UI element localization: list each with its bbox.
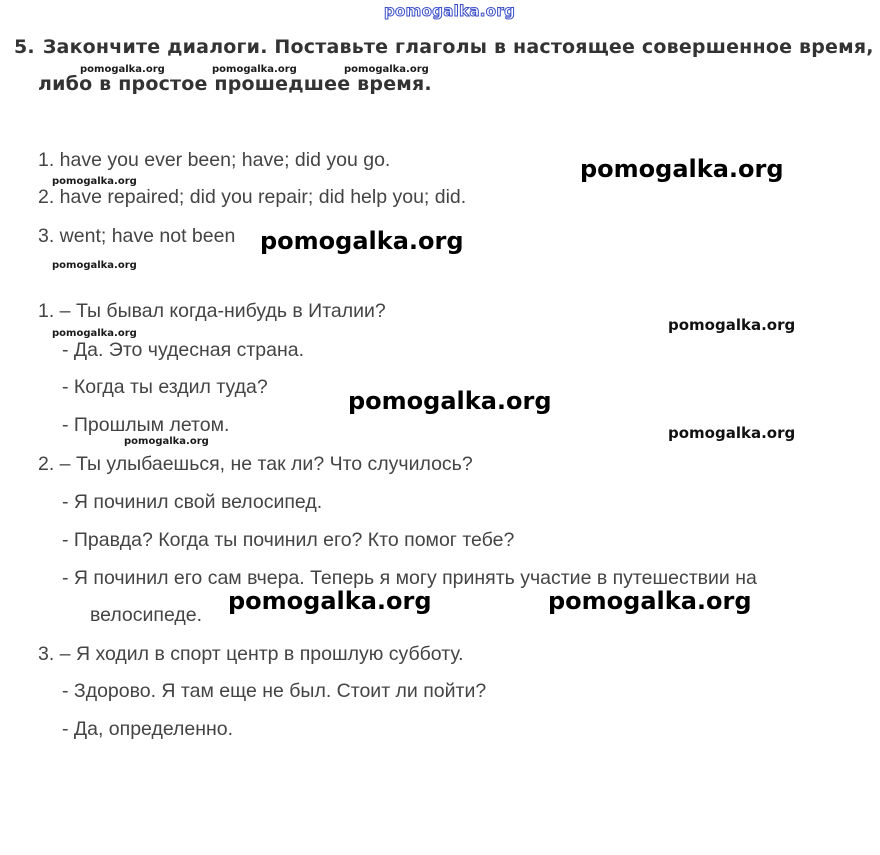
dialogue-1-reply-3: - Прошлым летом. (62, 414, 230, 436)
answer-line-3: 3. went; have not been (38, 225, 236, 247)
watermark: pomogalka.org (124, 436, 209, 447)
watermark: pomogalka.org (212, 64, 297, 75)
dialogue-2-reply-1: - Я починил свой велосипед. (62, 491, 323, 513)
task-number: 5. (14, 36, 35, 58)
dialogue-2-opening: 2. – Ты улыбаешься, не так ли? Что случилось? (38, 453, 473, 475)
site-header-watermark: pomogalka.org (384, 2, 516, 20)
watermark: pomogalka.org (344, 64, 429, 75)
task-heading-line-1 (14, 36, 874, 58)
task-title-line-1: Закончите диалоги. Поставьте глаголы в настоящее совершенное время, (42, 36, 874, 58)
watermark: pomogalka.org (80, 64, 165, 75)
dialogue-2-reply-2: - Правда? Когда ты починил его? Кто помог тебе? (62, 529, 515, 551)
answer-line-1: 1. have you ever been; have; did you go. (38, 149, 391, 171)
watermark: pomogalka.org (260, 227, 464, 255)
watermark: pomogalka.org (548, 587, 752, 615)
watermark: pomogalka.org (668, 424, 796, 442)
watermark: pomogalka.org (348, 387, 552, 415)
dialogue-3-reply-2: - Да, определенно. (62, 718, 234, 740)
dialogue-2-reply-3-continuation: велосипеде. (90, 604, 203, 626)
answer-line-2: 2. have repaired; did you repair; did help you; did. (38, 186, 467, 208)
watermark: pomogalka.org (580, 155, 784, 183)
task-title-line-2: либо в простое прошедшее время. (38, 73, 432, 95)
watermark: pomogalka.org (52, 260, 137, 271)
dialogue-1-reply-2: - Когда ты ездил туда? (62, 376, 268, 398)
dialogue-1-reply-1: - Да. Это чудесная страна. (62, 339, 305, 361)
dialogue-2-reply-3: - Я починил его сам вчера. Теперь я могу принять участие в путешествии на (62, 567, 757, 589)
dialogue-1-opening: 1. – Ты бывал когда-нибудь в Италии? (38, 300, 386, 322)
watermark: pomogalka.org (52, 328, 137, 339)
watermark: pomogalka.org (52, 176, 137, 187)
dialogue-3-opening: 3. – Я ходил в спорт центр в прошлую субботу. (38, 643, 464, 665)
watermark: pomogalka.org (228, 587, 432, 615)
dialogue-3-reply-1: - Здорово. Я там еще не был. Стоит ли пойти? (62, 680, 487, 702)
watermark: pomogalka.org (668, 316, 796, 334)
